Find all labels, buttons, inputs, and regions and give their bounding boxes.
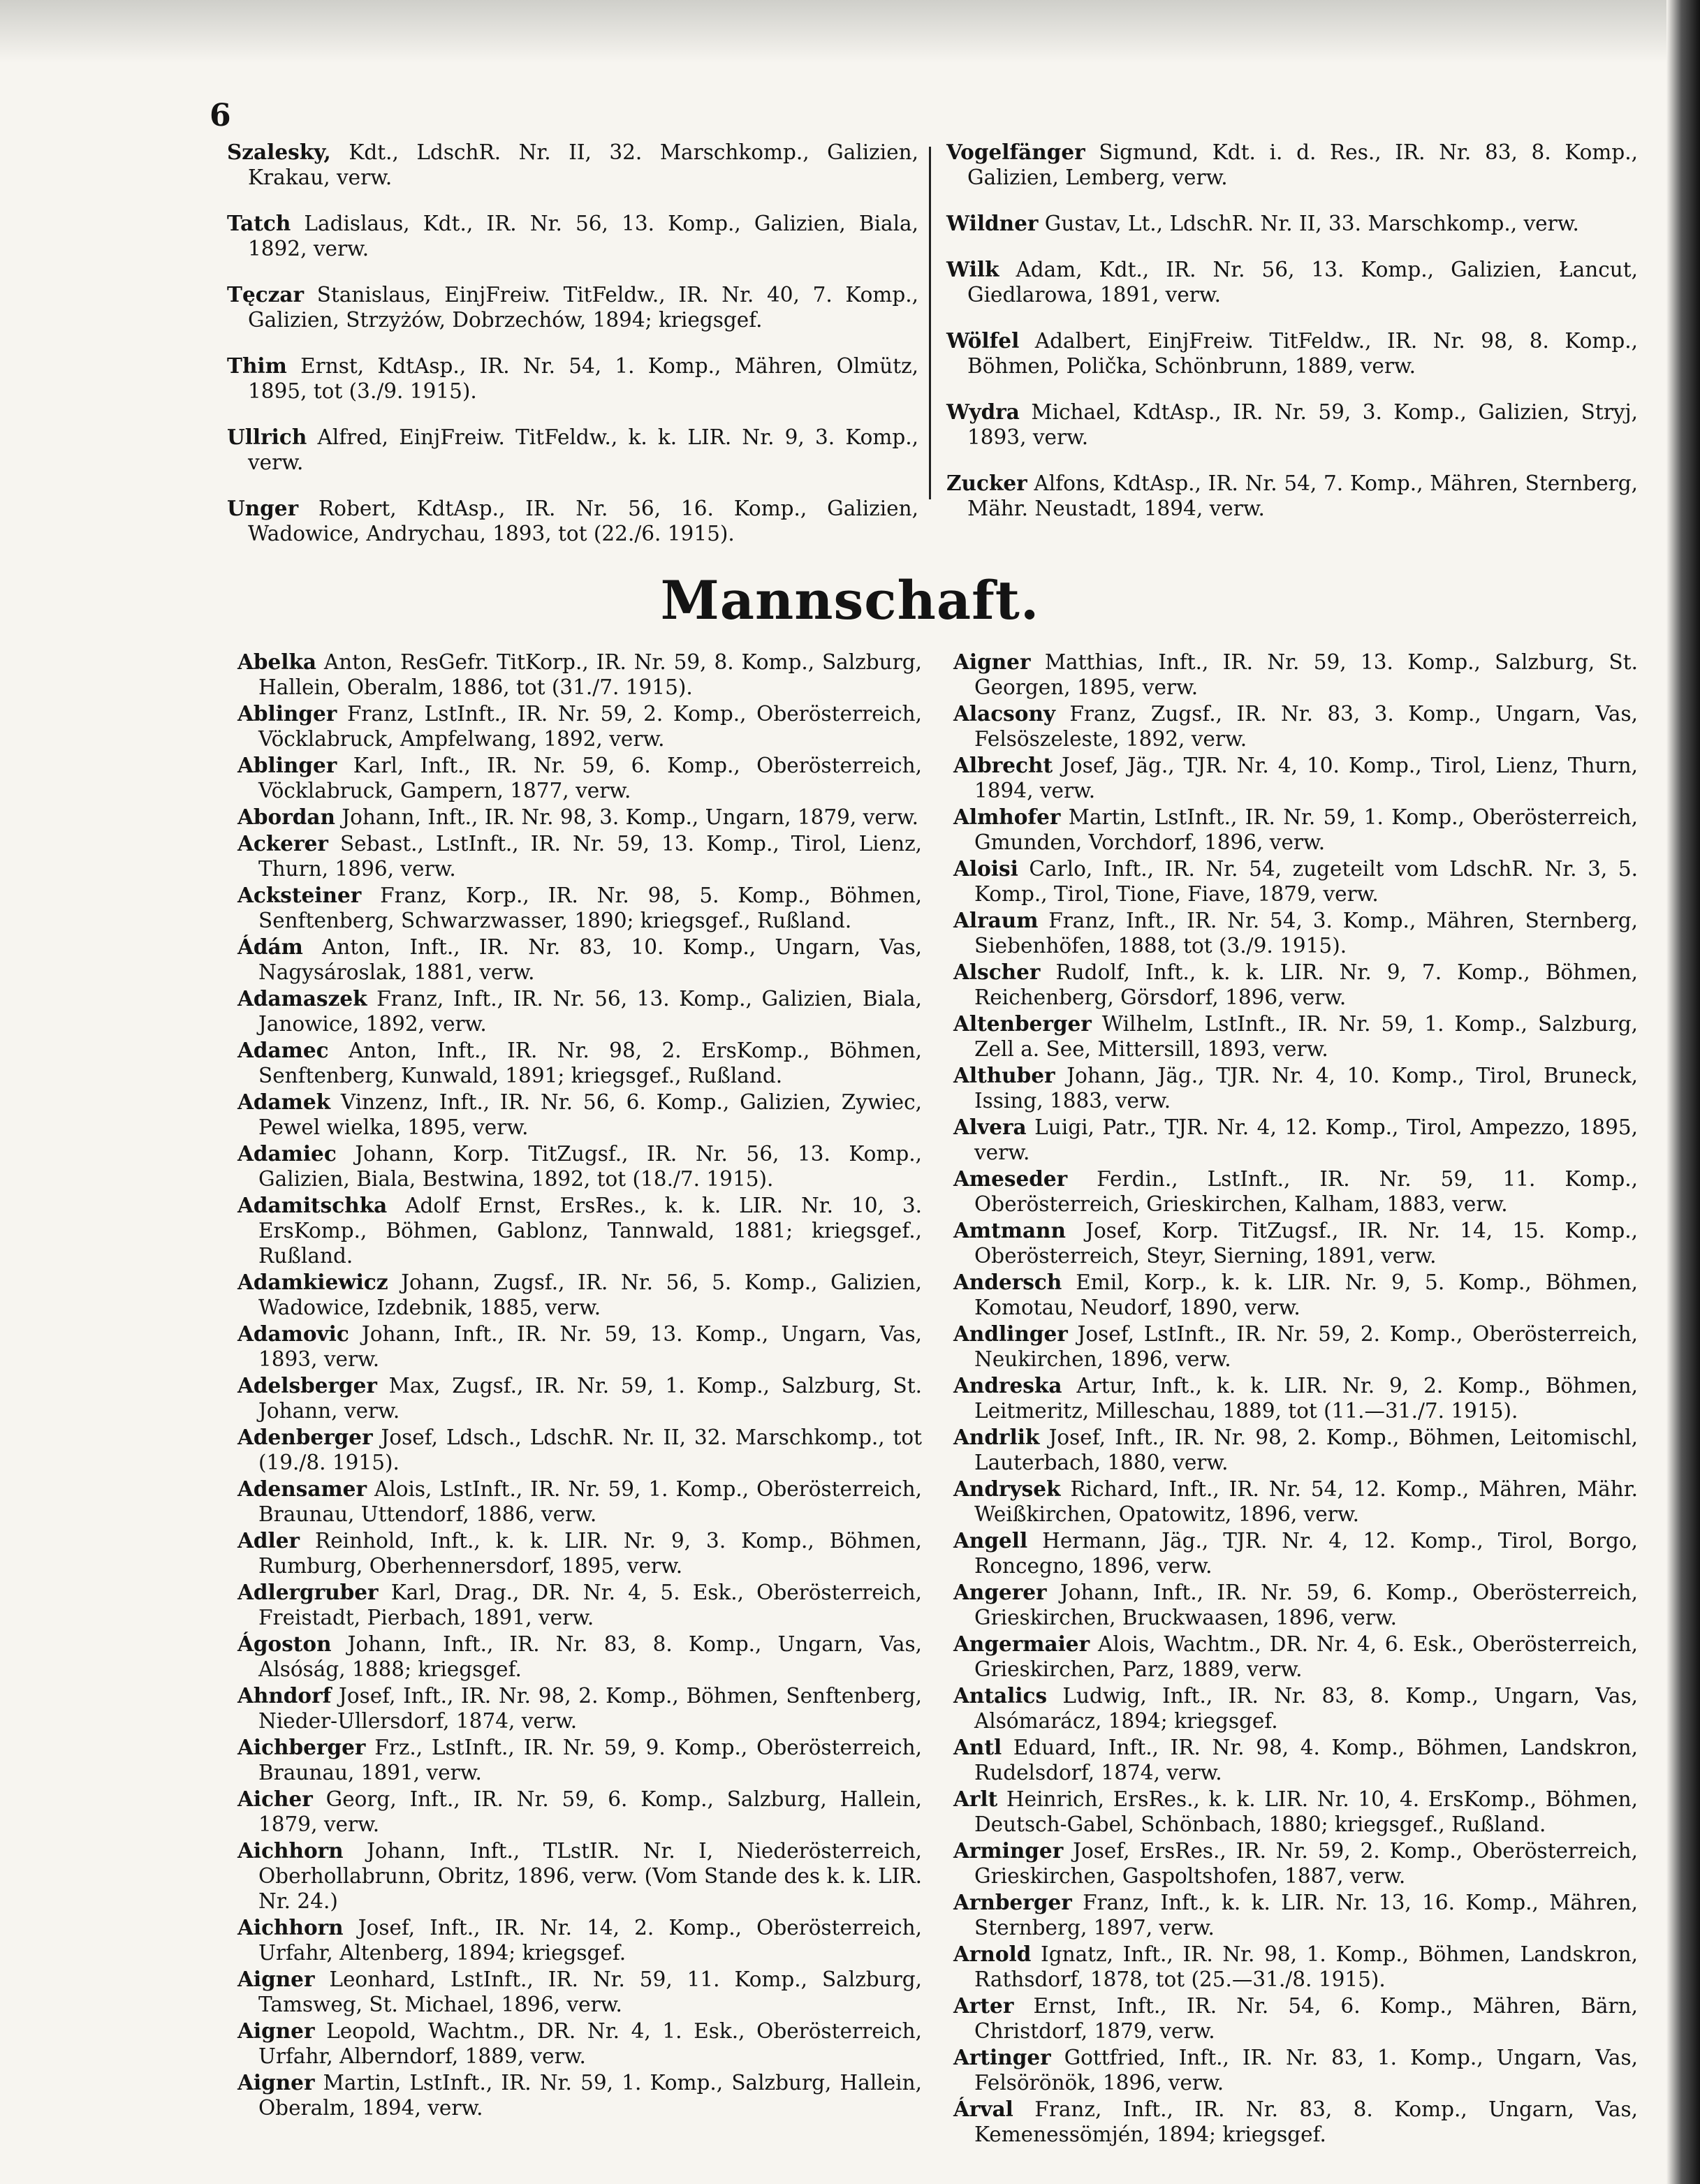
entry-surname: Ágoston: [237, 1632, 332, 1656]
entry-details: Robert, KdtAsp., IR. Nr. 56, 16. Komp., Galizien, Wadowice, Andrychau, 1893, tot (22./6. 1915).: [248, 497, 918, 545]
entry-surname: Unger: [227, 496, 299, 520]
entry-surname: Albrecht: [953, 753, 1053, 777]
entry-details: Luigi, Patr., TJR. Nr. 4, 12. Komp., Tirol, Ampezzo, 1895, verw.: [974, 1115, 1638, 1164]
list-entry: [953, 960, 1638, 1010]
entry-details: Josef, Inft., IR. Nr. 98, 2. Komp., Böhmen, Leitomischl, Lauterbach, 1880, verw.: [974, 1426, 1638, 1474]
top-right-column: [946, 140, 1638, 542]
list-entry: [237, 1193, 922, 1268]
entry-details: Adam, Kdt., IR. Nr. 56, 13. Komp., Galizien, Łancut, Giedlarowa, 1891, verw.: [967, 258, 1638, 307]
entry-surname: Almhofer: [953, 805, 1061, 829]
entry-details: Franz, Inft., k. k. LIR. Nr. 13, 16. Komp., Mähren, Sternberg, 1897, verw.: [974, 1891, 1638, 1940]
list-entry: [953, 2097, 1638, 2147]
entry-details: Alfons, KdtAsp., IR. Nr. 54, 7. Komp., Mähren, Sternberg, Mähr. Neustadt, 1894, verw.: [967, 471, 1638, 520]
entry-surname: Ablinger: [237, 701, 337, 726]
entry-details: Ludwig, Inft., IR. Nr. 83, 8. Komp., Ungarn, Vas, Alsómarácz, 1894; kriegsgef.: [974, 1684, 1638, 1733]
list-entry: [237, 805, 922, 830]
entry-surname: Arter: [953, 1993, 1014, 2018]
entry-surname: Adamek: [237, 1090, 331, 1114]
entry-details: Max, Zugsf., IR. Nr. 59, 1. Komp., Salzburg, St. Johann, verw.: [258, 1374, 922, 1423]
entry-details: Anton, ResGefr. TitKorp., IR. Nr. 59, 8. Komp., Salzburg, Hallein, Oberalm, 1886, tot (31./7. 1915).: [258, 650, 922, 699]
entry-details: Rudolf, Inft., k. k. LIR. Nr. 9, 7. Komp., Böhmen, Reichenberg, Görsdorf, 1896, verw.: [974, 960, 1638, 1009]
entry-details: Artur, Inft., k. k. LIR. Nr. 9, 2. Komp., Böhmen, Leitmeritz, Milleschau, 1889, tot (11.—31./7. 1915).: [974, 1374, 1638, 1423]
entry-details: Gottfried, Inft., IR. Nr. 83, 1. Komp., Ungarn, Vas, Felsörönök, 1896, verw.: [974, 2046, 1638, 2095]
entry-details: Franz, Korp., IR. Nr. 98, 5. Komp., Böhmen, Senftenberg, Schwarzwasser, 1890; kriegsgef., Rußland.: [258, 884, 922, 932]
entry-surname: Aichberger: [237, 1735, 366, 1759]
entry-details: Carlo, Inft., IR. Nr. 54, zugeteilt vom LdschR. Nr. 3, 5. Komp., Tirol, Tione, Fiave, 1879, verw.: [974, 857, 1638, 906]
list-entry: [227, 496, 918, 546]
entry-details: Alois, LstInft., IR. Nr. 59, 1. Komp., Oberösterreich, Braunau, Uttendorf, 1886, verw.: [258, 1477, 922, 1526]
entry-surname: Angermaier: [953, 1632, 1090, 1656]
entry-details: Vinzenz, Inft., IR. Nr. 56, 6. Komp., Galizien, Zywiec, Pewel wielka, 1895, verw.: [258, 1090, 922, 1139]
list-entry: [953, 1890, 1638, 1940]
top-left-column: [227, 140, 918, 567]
entry-surname: Alraum: [953, 908, 1039, 932]
list-entry: [946, 257, 1638, 307]
entry-surname: Ablinger: [237, 753, 337, 777]
entry-surname: Vogelfänger: [946, 140, 1085, 164]
entry-surname: Wildner: [946, 211, 1039, 235]
entry-details: Johann, Inft., IR. Nr. 98, 3. Komp., Ungarn, 1879, verw.: [335, 805, 919, 829]
list-entry: [237, 650, 922, 700]
list-entry: [953, 1166, 1638, 1217]
list-entry: [953, 1063, 1638, 1113]
entry-surname: Adamiec: [237, 1141, 337, 1166]
entry-surname: Antalics: [953, 1683, 1048, 1708]
entry-details: Johann, Inft., IR. Nr. 83, 8. Komp., Ungarn, Vas, Alsóság, 1888; kriegsgef.: [258, 1632, 922, 1681]
list-entry: [953, 650, 1638, 700]
list-entry: [237, 1580, 922, 1630]
list-entry: [237, 1683, 922, 1734]
entry-details: Leopold, Wachtm., DR. Nr. 4, 1. Esk., Oberösterreich, Urfahr, Alberndorf, 1889, verw.: [258, 2019, 922, 2068]
list-entry: [237, 1528, 922, 1578]
entry-details: Josef, Korp. TitZugsf., IR. Nr. 14, 15. Komp., Oberösterreich, Steyr, Sierning, 1891, verw.: [974, 1219, 1638, 1268]
entry-surname: Andrysek: [953, 1476, 1061, 1501]
entry-surname: Aichhorn: [237, 1838, 344, 1863]
entry-details: Heinrich, ErsRes., k. k. LIR. Nr. 10, 4. ErsKomp., Böhmen, Deutsch-Gabel, Schönbach, 1880; kriegsgef., Rußland.: [974, 1787, 1638, 1836]
main-right-column: [953, 650, 1638, 2148]
entry-surname: Tęczar: [227, 282, 305, 307]
entry-surname: Adlergruber: [237, 1580, 379, 1604]
list-entry: [953, 1011, 1638, 1062]
page-top-shadow: [0, 0, 1700, 63]
list-entry: [227, 425, 918, 475]
entry-details: Wilhelm, LstInft., IR. Nr. 59, 1. Komp., Salzburg, Zell a. See, Mittersill, 1893, verw.: [974, 1012, 1638, 1061]
entry-surname: Angerer: [953, 1580, 1047, 1604]
entry-surname: Adamovic: [237, 1321, 349, 1346]
entry-details: Karl, Inft., IR. Nr. 59, 6. Komp., Oberösterreich, Vöcklabruck, Gampern, 1877, verw.: [258, 754, 922, 802]
page-number: 6: [210, 98, 231, 133]
page-right-edge: [1666, 0, 1700, 2184]
entry-details: Anton, Inft., IR. Nr. 83, 10. Komp., Ungarn, Vas, Nagysároslak, 1881, verw.: [258, 935, 922, 984]
main-left-column: [237, 650, 922, 2122]
list-entry: [227, 211, 918, 261]
entry-details: Adolf Ernst, ErsRes., k. k. LIR. Nr. 10, 3. ErsKomp., Böhmen, Gablonz, Tannwald, 1881; kriegsgef., Rußland.: [258, 1194, 922, 1268]
entry-surname: Adamec: [237, 1038, 329, 1062]
entry-surname: Szalesky,: [227, 140, 331, 164]
list-entry: [237, 753, 922, 803]
entry-details: Matthias, Inft., IR. Nr. 59, 13. Komp., Salzburg, St. Georgen, 1895, verw.: [974, 650, 1638, 699]
entry-details: Alois, Wachtm., DR. Nr. 4, 6. Esk., Oberösterreich, Grieskirchen, Parz, 1889, verw.: [974, 1632, 1638, 1681]
list-entry: [953, 1373, 1638, 1423]
entry-details: Josef, Jäg., TJR. Nr. 4, 10. Komp., Tirol, Lienz, Thurn, 1894, verw.: [974, 754, 1638, 802]
list-entry: [953, 1787, 1638, 1837]
list-entry: [237, 701, 922, 752]
entry-surname: Ullrich: [227, 425, 307, 449]
entry-surname: Alvera: [953, 1115, 1027, 1139]
entry-details: Georg, Inft., IR. Nr. 59, 6. Komp., Salzburg, Hallein, 1879, verw.: [258, 1787, 922, 1836]
list-entry: [237, 2018, 922, 2069]
list-entry: [953, 701, 1638, 752]
entry-surname: Ahndorf: [237, 1683, 332, 1708]
list-entry: [946, 471, 1638, 521]
entry-details: Stanislaus, EinjFreiw. TitFeldw., IR. Nr. 40, 7. Komp., Galizien, Strzyżów, Dobrzechów, 1894; kriegsgef.: [248, 283, 918, 332]
list-entry: [953, 1683, 1638, 1734]
list-entry: [946, 140, 1638, 190]
entry-details: Anton, Inft., IR. Nr. 98, 2. ErsKomp., Böhmen, Senftenberg, Kunwald, 1891; kriegsgef., Rußland.: [258, 1039, 922, 1087]
entry-details: Eduard, Inft., IR. Nr. 98, 4. Komp., Böhmen, Landskron, Rudelsdorf, 1874, verw.: [974, 1736, 1638, 1784]
list-entry: [227, 140, 918, 190]
entry-surname: Aichhorn: [237, 1915, 344, 1940]
entry-surname: Andrlik: [953, 1425, 1040, 1449]
entry-surname: Andreska: [953, 1373, 1062, 1398]
list-entry: [237, 1838, 922, 1914]
entry-surname: Arnberger: [953, 1890, 1072, 1914]
list-entry: [237, 883, 922, 933]
list-entry: [237, 1915, 922, 1965]
list-entry: [953, 856, 1638, 907]
list-entry: [237, 1141, 922, 1192]
entry-surname: Aigner: [953, 650, 1031, 674]
list-entry: [237, 2070, 922, 2120]
list-entry: [953, 1321, 1638, 1372]
entry-surname: Abordan: [237, 805, 335, 829]
entry-details: Alfred, EinjFreiw. TitFeldw., k. k. LIR. Nr. 9, 3. Komp., verw.: [248, 425, 918, 474]
entry-surname: Arminger: [953, 1838, 1064, 1863]
list-entry: [953, 1993, 1638, 2044]
list-entry: [953, 1425, 1638, 1475]
entry-details: Adalbert, EinjFreiw. TitFeldw., IR. Nr. 98, 8. Komp., Böhmen, Polička, Schönbrunn, 1889, verw.: [967, 329, 1638, 378]
entry-details: Johann, Zugsf., IR. Nr. 56, 5. Komp., Galizien, Wadowice, Izdebnik, 1885, verw.: [258, 1270, 922, 1319]
list-entry: [953, 1735, 1638, 1785]
entry-details: Emil, Korp., k. k. LIR. Nr. 9, 5. Komp., Böhmen, Komotau, Neudorf, 1890, verw.: [974, 1270, 1638, 1319]
entry-surname: Ádám: [237, 935, 303, 959]
list-entry: [953, 1528, 1638, 1578]
entry-surname: Aloisi: [953, 856, 1018, 881]
entry-surname: Ackerer: [237, 831, 328, 856]
list-entry: [237, 1476, 922, 1527]
list-entry: [237, 1967, 922, 2017]
list-entry: [953, 1115, 1638, 1165]
entry-details: Johann, Inft., IR. Nr. 59, 6. Komp., Oberösterreich, Grieskirchen, Bruckwaasen, 1896, verw.: [974, 1581, 1638, 1629]
entry-surname: Adamaszek: [237, 986, 367, 1011]
entry-surname: Aigner: [237, 1967, 315, 1991]
entry-details: Ignatz, Inft., IR. Nr. 98, 1. Komp., Böhmen, Landskron, Rathsdorf, 1878, tot (25.—31./8. 1915).: [974, 1942, 1638, 1991]
entry-surname: Ameseder: [953, 1166, 1068, 1191]
list-entry: [953, 1580, 1638, 1630]
entry-surname: Adamitschka: [237, 1193, 388, 1217]
entry-details: Johann, Inft., TLstIR. Nr. I, Niederösterreich, Oberhollabrunn, Obritz, 1896, verw. (Vom Stande des k. k. LIR. Nr. 24.): [258, 1839, 922, 1913]
entry-details: Sigmund, Kdt. i. d. Res., IR. Nr. 83, 8. Komp., Galizien, Lemberg, verw.: [967, 140, 1638, 189]
list-entry: [953, 2045, 1638, 2095]
entry-surname: Árval: [953, 2097, 1013, 2121]
entry-surname: Abelka: [237, 650, 317, 674]
entry-details: Franz, LstInft., IR. Nr. 59, 2. Komp., Oberösterreich, Vöcklabruck, Ampfelwang, 1892, verw.: [258, 702, 922, 751]
entry-surname: Wydra: [946, 400, 1020, 424]
entry-details: Josef, LstInft., IR. Nr. 59, 2. Komp., Oberösterreich, Neukirchen, 1896, verw.: [974, 1322, 1638, 1371]
entry-surname: Adenberger: [237, 1425, 373, 1449]
entry-details: Ladislaus, Kdt., IR. Nr. 56, 13. Komp., Galizien, Biala, 1892, verw.: [248, 212, 918, 261]
entry-details: Gustav, Lt., LdschR. Nr. II, 33. Marschkomp., verw.: [1038, 212, 1579, 235]
entry-surname: Amtmann: [953, 1218, 1066, 1243]
entry-details: Josef, Inft., IR. Nr. 98, 2. Komp., Böhmen, Senftenberg, Nieder-Ullersdorf, 1874, verw.: [258, 1684, 922, 1733]
entry-surname: Altenberger: [953, 1011, 1092, 1036]
section-title: Mannschaft.: [660, 569, 1040, 631]
entry-surname: Artinger: [953, 2045, 1051, 2069]
list-entry: [946, 211, 1638, 236]
list-entry: [237, 986, 922, 1036]
entry-surname: Althuber: [953, 1063, 1055, 1087]
entry-surname: Angell: [953, 1528, 1028, 1553]
list-entry: [237, 1735, 922, 1785]
list-entry: [953, 908, 1638, 958]
entry-details: Frz., LstInft., IR. Nr. 59, 9. Komp., Oberösterreich, Braunau, 1891, verw.: [258, 1736, 922, 1784]
list-entry: [237, 1090, 922, 1140]
entry-surname: Wölfel: [946, 328, 1020, 353]
entry-details: Ernst, Inft., IR. Nr. 54, 6. Komp., Mähren, Bärn, Christdorf, 1879, verw.: [974, 1994, 1638, 2043]
entry-surname: Thim: [227, 353, 287, 378]
entry-surname: Aigner: [237, 2070, 315, 2095]
entry-details: Richard, Inft., IR. Nr. 54, 12. Komp., Mähren, Mähr. Weißkirchen, Opatowitz, 1896, verw.: [974, 1477, 1638, 1526]
entry-surname: Arnold: [953, 1942, 1032, 1966]
entry-details: Leonhard, LstInft., IR. Nr. 59, 11. Komp., Salzburg, Tamsweg, St. Michael, 1896, verw.: [258, 1967, 922, 2016]
entry-surname: Adler: [237, 1528, 300, 1553]
entry-surname: Arlt: [953, 1787, 998, 1811]
list-entry: [953, 805, 1638, 855]
entry-details: Michael, KdtAsp., IR. Nr. 59, 3. Komp., Galizien, Stryj, 1893, verw.: [967, 400, 1638, 449]
entry-details: Reinhold, Inft., k. k. LIR. Nr. 9, 3. Komp., Böhmen, Rumburg, Oberhennersdorf, 1895, verw.: [258, 1529, 922, 1578]
list-entry: [227, 353, 918, 404]
entry-details: Franz, Zugsf., IR. Nr. 83, 3. Komp., Ungarn, Vas, Felsöszeleste, 1892, verw.: [974, 702, 1638, 751]
list-entry: [237, 1425, 922, 1475]
entry-details: Hermann, Jäg., TJR. Nr. 4, 12. Komp., Tirol, Borgo, Roncegno, 1896, verw.: [974, 1529, 1638, 1578]
entry-details: Martin, LstInft., IR. Nr. 59, 1. Komp., Oberösterreich, Gmunden, Vorchdorf, 1896, verw.: [974, 805, 1638, 854]
entry-surname: Aicher: [237, 1787, 313, 1811]
list-entry: [237, 1321, 922, 1372]
entry-surname: Antl: [953, 1735, 1002, 1759]
entry-details: Kdt., LdschR. Nr. II, 32. Marschkomp., Galizien, Krakau, verw.: [248, 140, 918, 189]
entry-surname: Andlinger: [953, 1321, 1068, 1346]
entry-details: Sebast., LstInft., IR. Nr. 59, 13. Komp., Tirol, Lienz, Thurn, 1896, verw.: [258, 832, 922, 881]
list-entry: [237, 1270, 922, 1320]
entry-surname: Adamkiewicz: [237, 1270, 388, 1294]
list-entry: [953, 753, 1638, 803]
entry-details: Ferdin., LstInft., IR. Nr. 59, 11. Komp., Oberösterreich, Grieskirchen, Kalham, 1883, verw.: [974, 1167, 1638, 1216]
entry-details: Josef, Ldsch., LdschR. Nr. II, 32. Marschkomp., tot (19./8. 1915).: [258, 1426, 922, 1474]
list-entry: [953, 1218, 1638, 1268]
list-entry: [946, 400, 1638, 450]
entry-details: Johann, Jäg., TJR. Nr. 4, 10. Komp., Tirol, Bruneck, Issing, 1883, verw.: [974, 1064, 1638, 1113]
entry-details: Franz, Inft., IR. Nr. 54, 3. Komp., Mähren, Sternberg, Siebenhöfen, 1888, tot (3./9. 1915).: [974, 909, 1638, 958]
list-entry: [953, 1942, 1638, 1992]
list-entry: [237, 935, 922, 985]
entry-surname: Alscher: [953, 960, 1041, 984]
list-entry: [237, 1787, 922, 1837]
column-divider: [929, 147, 931, 499]
entry-details: Ernst, KdtAsp., IR. Nr. 54, 1. Komp., Mähren, Olmütz, 1895, tot (3./9. 1915).: [248, 354, 918, 403]
list-entry: [953, 1632, 1638, 1682]
entry-details: Franz, Inft., IR. Nr. 56, 13. Komp., Galizien, Biala, Janowice, 1892, verw.: [258, 987, 922, 1036]
list-entry: [953, 1270, 1638, 1320]
entry-details: Franz, Inft., IR. Nr. 83, 8. Komp., Ungarn, Vas, Kemenessömjén, 1894; kriegsgef.: [974, 2097, 1638, 2146]
list-entry: [237, 1632, 922, 1682]
list-entry: [227, 282, 918, 332]
list-entry: [946, 328, 1638, 379]
list-entry: [953, 1476, 1638, 1527]
entry-surname: Zucker: [946, 471, 1027, 495]
entry-surname: Alacsony: [953, 701, 1056, 726]
list-entry: [237, 1373, 922, 1423]
entry-details: Josef, Inft., IR. Nr. 14, 2. Komp., Oberösterreich, Urfahr, Altenberg, 1894; kriegsgef.: [258, 1916, 922, 1965]
entry-details: Karl, Drag., DR. Nr. 4, 5. Esk., Oberösterreich, Freistadt, Pierbach, 1891, verw.: [258, 1581, 922, 1629]
list-entry: [953, 1838, 1638, 1889]
entry-surname: Acksteiner: [237, 883, 362, 907]
entry-details: Josef, ErsRes., IR. Nr. 59, 2. Komp., Oberösterreich, Grieskirchen, Gaspoltshofen, 1887, verw.: [974, 1839, 1638, 1888]
entry-surname: Aigner: [237, 2018, 315, 2043]
entry-details: Johann, Korp. TitZugsf., IR. Nr. 56, 13. Komp., Galizien, Biala, Bestwina, 1892, tot (18./7. 1915).: [258, 1142, 922, 1191]
entry-surname: Adensamer: [237, 1476, 367, 1501]
entry-details: Johann, Inft., IR. Nr. 59, 13. Komp., Ungarn, Vas, 1893, verw.: [258, 1322, 922, 1371]
entry-details: Martin, LstInft., IR. Nr. 59, 1. Komp., Salzburg, Hallein, Oberalm, 1894, verw.: [258, 2071, 922, 2120]
list-entry: [237, 831, 922, 881]
entry-surname: Tatch: [227, 211, 291, 235]
list-entry: [237, 1038, 922, 1088]
entry-surname: Andersch: [953, 1270, 1062, 1294]
entry-surname: Adelsberger: [237, 1373, 377, 1398]
entry-surname: Wilk: [946, 257, 999, 281]
